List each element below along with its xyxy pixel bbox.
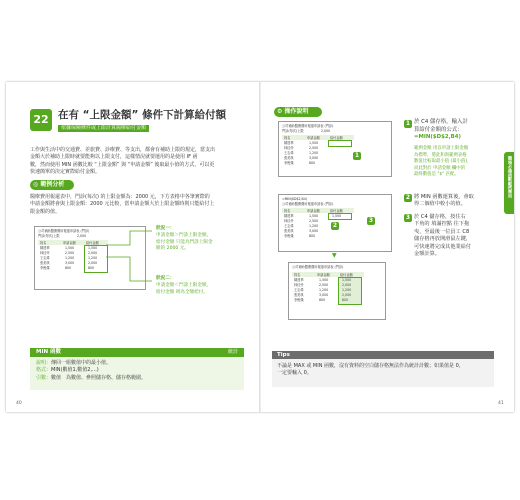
row-name: 王志偉 (40, 256, 50, 260)
row-apply: 3,000 (65, 261, 75, 265)
note-line: 範例金額 用以申請上限金額 (414, 146, 469, 151)
header-apply: 申請金額 (307, 135, 320, 140)
tips-line: 一定要輸入 0。 (277, 370, 312, 377)
row-apply: 800 (65, 266, 72, 270)
row-apply: 2,500 (309, 146, 319, 150)
step-3-text (414, 214, 504, 258)
row-name: 王志偉 (284, 151, 294, 155)
intro-line: 快速簡單的決定實際給付金額。 (30, 169, 101, 176)
step-line: 算給付金額的公式： (414, 126, 463, 133)
page-subtitle: 依據保險條件或上限計算醫療給付金額 (58, 125, 149, 132)
sheet-title: 公司補助醫療費用報還申請表 (門診) (38, 229, 90, 233)
row-apply: 1,200 (65, 256, 75, 260)
right-sheet-3 (288, 262, 386, 320)
step-number: 1 (405, 120, 411, 127)
row-apply: 3,000 (319, 293, 329, 297)
example-line: 申請金額將會與上限金額：2000 元比較，當申請金額大於上限金額時則只能給付上 (30, 201, 215, 208)
step-line: 下角的 填滿控點 往下拖 (414, 221, 470, 228)
row-pay: 2,000 (342, 293, 352, 297)
header-name: 姓名 (284, 135, 291, 140)
tips-text (277, 363, 489, 378)
row-apply: 2,500 (319, 283, 329, 287)
row-apply: 1,500 (309, 214, 319, 218)
row-apply: 1,500 (319, 278, 329, 282)
callout-2 (156, 276, 256, 296)
header-pay: 給付金額 (340, 272, 353, 277)
callout-line-1 (106, 231, 152, 245)
step-number: 2 (405, 194, 411, 201)
row-name: 張美琪 (294, 293, 304, 297)
row-apply: 1,200 (309, 151, 319, 155)
note-line: 為標準，將此和與範例表格 (414, 152, 467, 158)
down-arrow-icon: ▼ (332, 252, 337, 259)
row-apply: 1,500 (65, 246, 75, 250)
callout-1 (156, 226, 256, 253)
example-heading: ◎ 範例分析 (30, 180, 74, 190)
tips-line: 不論是 MAX 或 MIN 函數，沒有資料的空白儲存格無法作為統計計數；如果值是 0， (277, 363, 464, 369)
page-number-left: 40 (16, 401, 22, 406)
limit-label: 門診(每次)上限 (282, 129, 304, 133)
row-apply: 1,500 (309, 141, 319, 145)
limit-value: 2,000 (77, 234, 87, 238)
step-line: 金額計算。 (414, 251, 440, 258)
step-number: 3 (405, 214, 411, 221)
formula-bar: =MIN($D$2,B4) (282, 197, 307, 201)
row-name: 林佳伶 (294, 283, 304, 287)
callout-line: 給付金額 則為全額給付。 (156, 289, 208, 295)
step-1-note (414, 146, 504, 179)
sheet-title: 公司補助醫療費用報還申請表 (門診) (292, 265, 344, 269)
chapter-number-badge: 22 (30, 109, 52, 131)
step-line: 將 MIN 函數運算後，會取 (414, 194, 474, 200)
row-apply: 3,000 (309, 156, 319, 160)
filled-range (338, 277, 362, 305)
active-cell (328, 140, 352, 147)
callout-line: 給付金額 只能為門診上限金 (156, 239, 213, 245)
step-line: 儲存格再放開滑鼠左鍵， (414, 236, 472, 243)
row-pay: 1,500 (342, 278, 352, 282)
step-marker-2: 2 (332, 222, 338, 229)
page-title: 在有 “上限金額” 條件下計算給付額 (58, 109, 227, 121)
function-row: 說明：傳回一組數值中的最小值。 (36, 360, 112, 366)
step-line: 於 C4 儲存格，按住右 (414, 214, 466, 220)
header-pay: 給付金額 (330, 135, 343, 140)
row-name: 陳建華 (294, 278, 304, 282)
callout-line: 申請金額＞門診上限金額， (156, 232, 212, 238)
note-line: 而此對於 申請金額 欄中的 (414, 165, 466, 171)
row-pay: 1,500 (88, 246, 98, 250)
callout-line: 申請金額＜門診上限金額， (156, 282, 212, 288)
function-row: 引數：數值 為數值、參照儲存格、儲存格範圍。 (36, 374, 147, 381)
step-marker-3: 3 (368, 217, 374, 224)
intro-line: 數，然而使用 MIN 函數比較 “上限金額” 與 “申請金額” 後取最小值的方式，可以更 (30, 161, 215, 168)
target-icon: ◎ (33, 181, 39, 188)
callout-heading: 狀況二： (156, 276, 175, 281)
row-pay: 1,200 (88, 256, 98, 260)
row-apply: 800 (309, 161, 316, 165)
active-cell (328, 213, 352, 220)
row-apply: 2,500 (309, 219, 319, 223)
tips-box (272, 351, 494, 387)
row-name: 李俊傑 (284, 234, 294, 238)
header-apply: 申請金額 (317, 272, 330, 277)
row-name: 王志偉 (294, 288, 304, 292)
step-1-text (414, 119, 504, 142)
function-row: 格式：MIN(數值1,數值2,...) (36, 367, 99, 374)
step-line: 得二個值中較小的值。 (414, 201, 466, 208)
row-pay: 800 (88, 266, 95, 270)
row-name: 王志偉 (284, 224, 294, 228)
header-name: 姓名 (284, 208, 291, 213)
header-apply: 申請金額 (63, 240, 76, 245)
header-pay: 給付金額 (86, 240, 99, 245)
header-name: 姓名 (40, 240, 47, 245)
row-name: 林佳伶 (284, 146, 294, 150)
function-name: MIN 函數 (36, 349, 62, 355)
row-name: 李俊傑 (294, 298, 304, 302)
row-apply: 1,200 (309, 224, 319, 228)
function-box-header (30, 348, 244, 357)
tips-header-bar (272, 351, 494, 359)
note-line: 最終數值是 "$" 匹配。 (414, 172, 459, 178)
row-name: 張美琪 (284, 229, 294, 233)
function-box (30, 348, 244, 390)
row-pay: 1,200 (342, 288, 352, 292)
header-pay: 給付金額 (330, 208, 343, 213)
step-marker-1: 1 (354, 152, 360, 159)
ops-heading: ⚙ 操作說明 (274, 107, 322, 117)
function-tag: 統計 (227, 349, 238, 355)
row-name: 陳建華 (40, 246, 50, 250)
note-line: 數值比較取最小值 (最小值)， (414, 159, 472, 165)
tips-heading: Tips (277, 351, 290, 358)
row-name: 林佳伶 (40, 251, 50, 255)
callout-line-2 (106, 257, 152, 281)
step-line: 於 C4 儲存格，輸入計 (414, 119, 468, 125)
limit-value: 2,000 (321, 129, 331, 133)
intro-line: 工作與生活中的交通費、差旅費、診療費、等支出，都會有補助上限的規定，當支出 (30, 147, 216, 153)
header-name: 姓名 (294, 272, 301, 277)
step-line: 曳，至最後一位員工 C8 (414, 228, 470, 235)
sheet-title: 公司補助醫療費用報還申請表 (門診) (282, 202, 334, 206)
intro-line: 金額大於補助上限時就要能夠以上限支付，這樣情況就要運用的是使用 IF 函 (30, 154, 198, 161)
row-apply: 2,500 (65, 251, 75, 255)
example-line: 醫療費用報還表中，門診(每次) 的上限金額為：2000 元，下方表格中各筆實際的 (30, 194, 210, 200)
example-line: 限金額的值。 (30, 208, 61, 215)
row-pay: 2,000 (88, 251, 98, 255)
row-name: 陳建華 (284, 141, 294, 145)
row-name: 陳建華 (284, 214, 294, 218)
step-2-text (414, 194, 504, 209)
callout-heading: 狀況一： (156, 226, 175, 231)
row-apply: 800 (319, 298, 326, 302)
row-pay: 2,000 (342, 283, 352, 287)
row-pay: 1,500 (332, 214, 342, 218)
gear-icon: ⚙ (277, 108, 283, 115)
row-name: 張美琪 (284, 156, 294, 160)
step-line: 可快速將完成其他業給付 (414, 243, 472, 250)
right-sheet-1 (278, 121, 392, 177)
function-rows (36, 360, 236, 382)
row-apply: 800 (309, 234, 316, 238)
limit-label: 門診(每次)上限 (38, 234, 60, 238)
row-pay: 800 (342, 298, 349, 302)
row-pay: 2,000 (88, 261, 98, 265)
row-apply: 1,200 (319, 288, 329, 292)
sheet-title: 公司補助醫療費用報還申請表 (門診) (282, 124, 334, 128)
row-name: 林佳伶 (284, 219, 294, 223)
row-name: 張美琪 (40, 261, 50, 265)
page-number-right: 41 (498, 401, 504, 406)
side-tab-label: 職場必備函數範例應用 (508, 156, 513, 198)
right-sheet-2 (278, 194, 392, 252)
callout-line: 額的 2000 元。 (156, 246, 189, 252)
row-name: 李俊傑 (40, 266, 50, 270)
step-formula: =MIN($D$2,B4) (414, 134, 461, 141)
row-apply: 3,000 (309, 229, 319, 233)
header-apply: 申請金額 (307, 208, 320, 213)
row-name: 李俊傑 (284, 161, 294, 165)
